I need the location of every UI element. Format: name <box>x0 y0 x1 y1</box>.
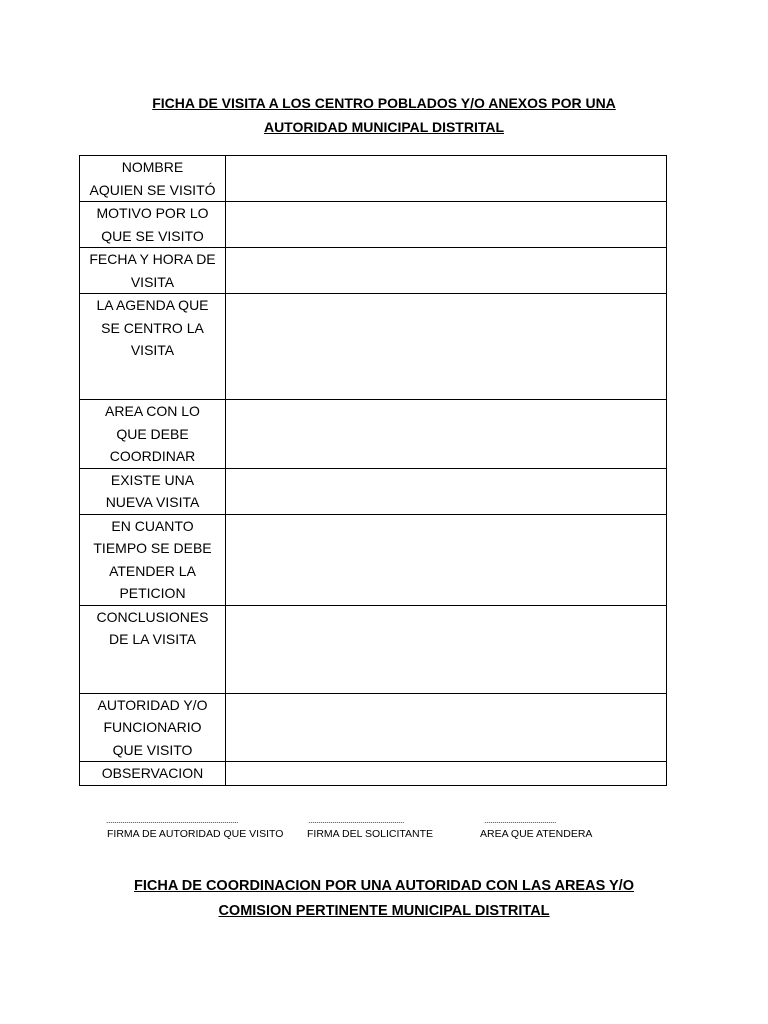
row-value-conclusions[interactable] <box>226 605 667 693</box>
signature-line-authority: .................................................................. <box>106 815 239 825</box>
row-label-time-to-attend: EN CUANTO TIEMPO SE DEBE ATENDER LA PETICION <box>80 514 226 605</box>
row-value-agenda[interactable] <box>226 294 667 400</box>
row-value-time-to-attend[interactable] <box>226 514 667 605</box>
row-value-name[interactable] <box>226 156 667 202</box>
signature-label-applicant: FIRMA DEL SOLICITANTE <box>307 828 434 840</box>
row-label-agenda: LA AGENDA QUE SE CENTRO LA VISITA <box>80 294 226 400</box>
table-row <box>80 514 667 605</box>
row-value-date-time[interactable] <box>226 248 667 294</box>
second-form-title <box>0 874 768 924</box>
table-row <box>80 693 667 762</box>
second-title-line2: COMISION PERTINENTE MUNICIPAL DISTRITAL <box>218 903 550 919</box>
row-label-reason: MOTIVO POR LO QUE SE VISITO <box>80 202 226 248</box>
row-label-conclusions: CONCLUSIONES DE LA VISITA <box>80 605 226 693</box>
row-label-observation: OBSERVACION <box>80 762 226 786</box>
row-value-observation[interactable] <box>226 762 667 786</box>
row-label-authority: AUTORIDAD Y/O FUNCIONARIO QUE VISITO <box>80 693 226 762</box>
row-value-new-visit[interactable] <box>226 468 667 514</box>
row-label-new-visit: EXISTE UNA NUEVA VISITA <box>80 468 226 514</box>
table-row <box>80 248 667 294</box>
signature-label-authority: FIRMA DE AUTORIDAD QUE VISITO <box>107 828 284 840</box>
form-title-line2: AUTORIDAD MUNICIPAL DISTRITAL <box>263 119 505 135</box>
row-label-name: NOMBRE AQUIEN SE VISITÓ <box>80 156 226 202</box>
row-value-authority[interactable] <box>226 693 667 762</box>
form-title <box>0 91 768 139</box>
signature-label-area: AREA QUE ATENDERA <box>480 828 593 840</box>
table-row <box>80 605 667 693</box>
row-label-date-time: FECHA Y HORA DE VISITA <box>80 248 226 294</box>
second-title-line1: FICHA DE COORDINACION POR UNA AUTORIDAD CON LAS AREAS Y/O <box>133 878 634 894</box>
signature-line-applicant: ................................................ <box>308 815 405 825</box>
table-row <box>80 468 667 514</box>
table-row <box>80 400 667 469</box>
table-row <box>80 762 667 786</box>
form-title-line1: FICHA DE VISITA A LOS CENTRO POBLADOS Y/O ANEXOS POR UNA <box>152 95 616 111</box>
row-label-area: AREA CON LO QUE DEBE COORDINAR <box>80 400 226 469</box>
row-value-reason[interactable] <box>226 202 667 248</box>
table-row <box>80 156 667 202</box>
visit-form-table <box>79 155 667 786</box>
row-value-area[interactable] <box>226 400 667 469</box>
table-row <box>80 294 667 400</box>
signature-line-area: .................................... <box>484 815 557 825</box>
table-row <box>80 202 667 248</box>
